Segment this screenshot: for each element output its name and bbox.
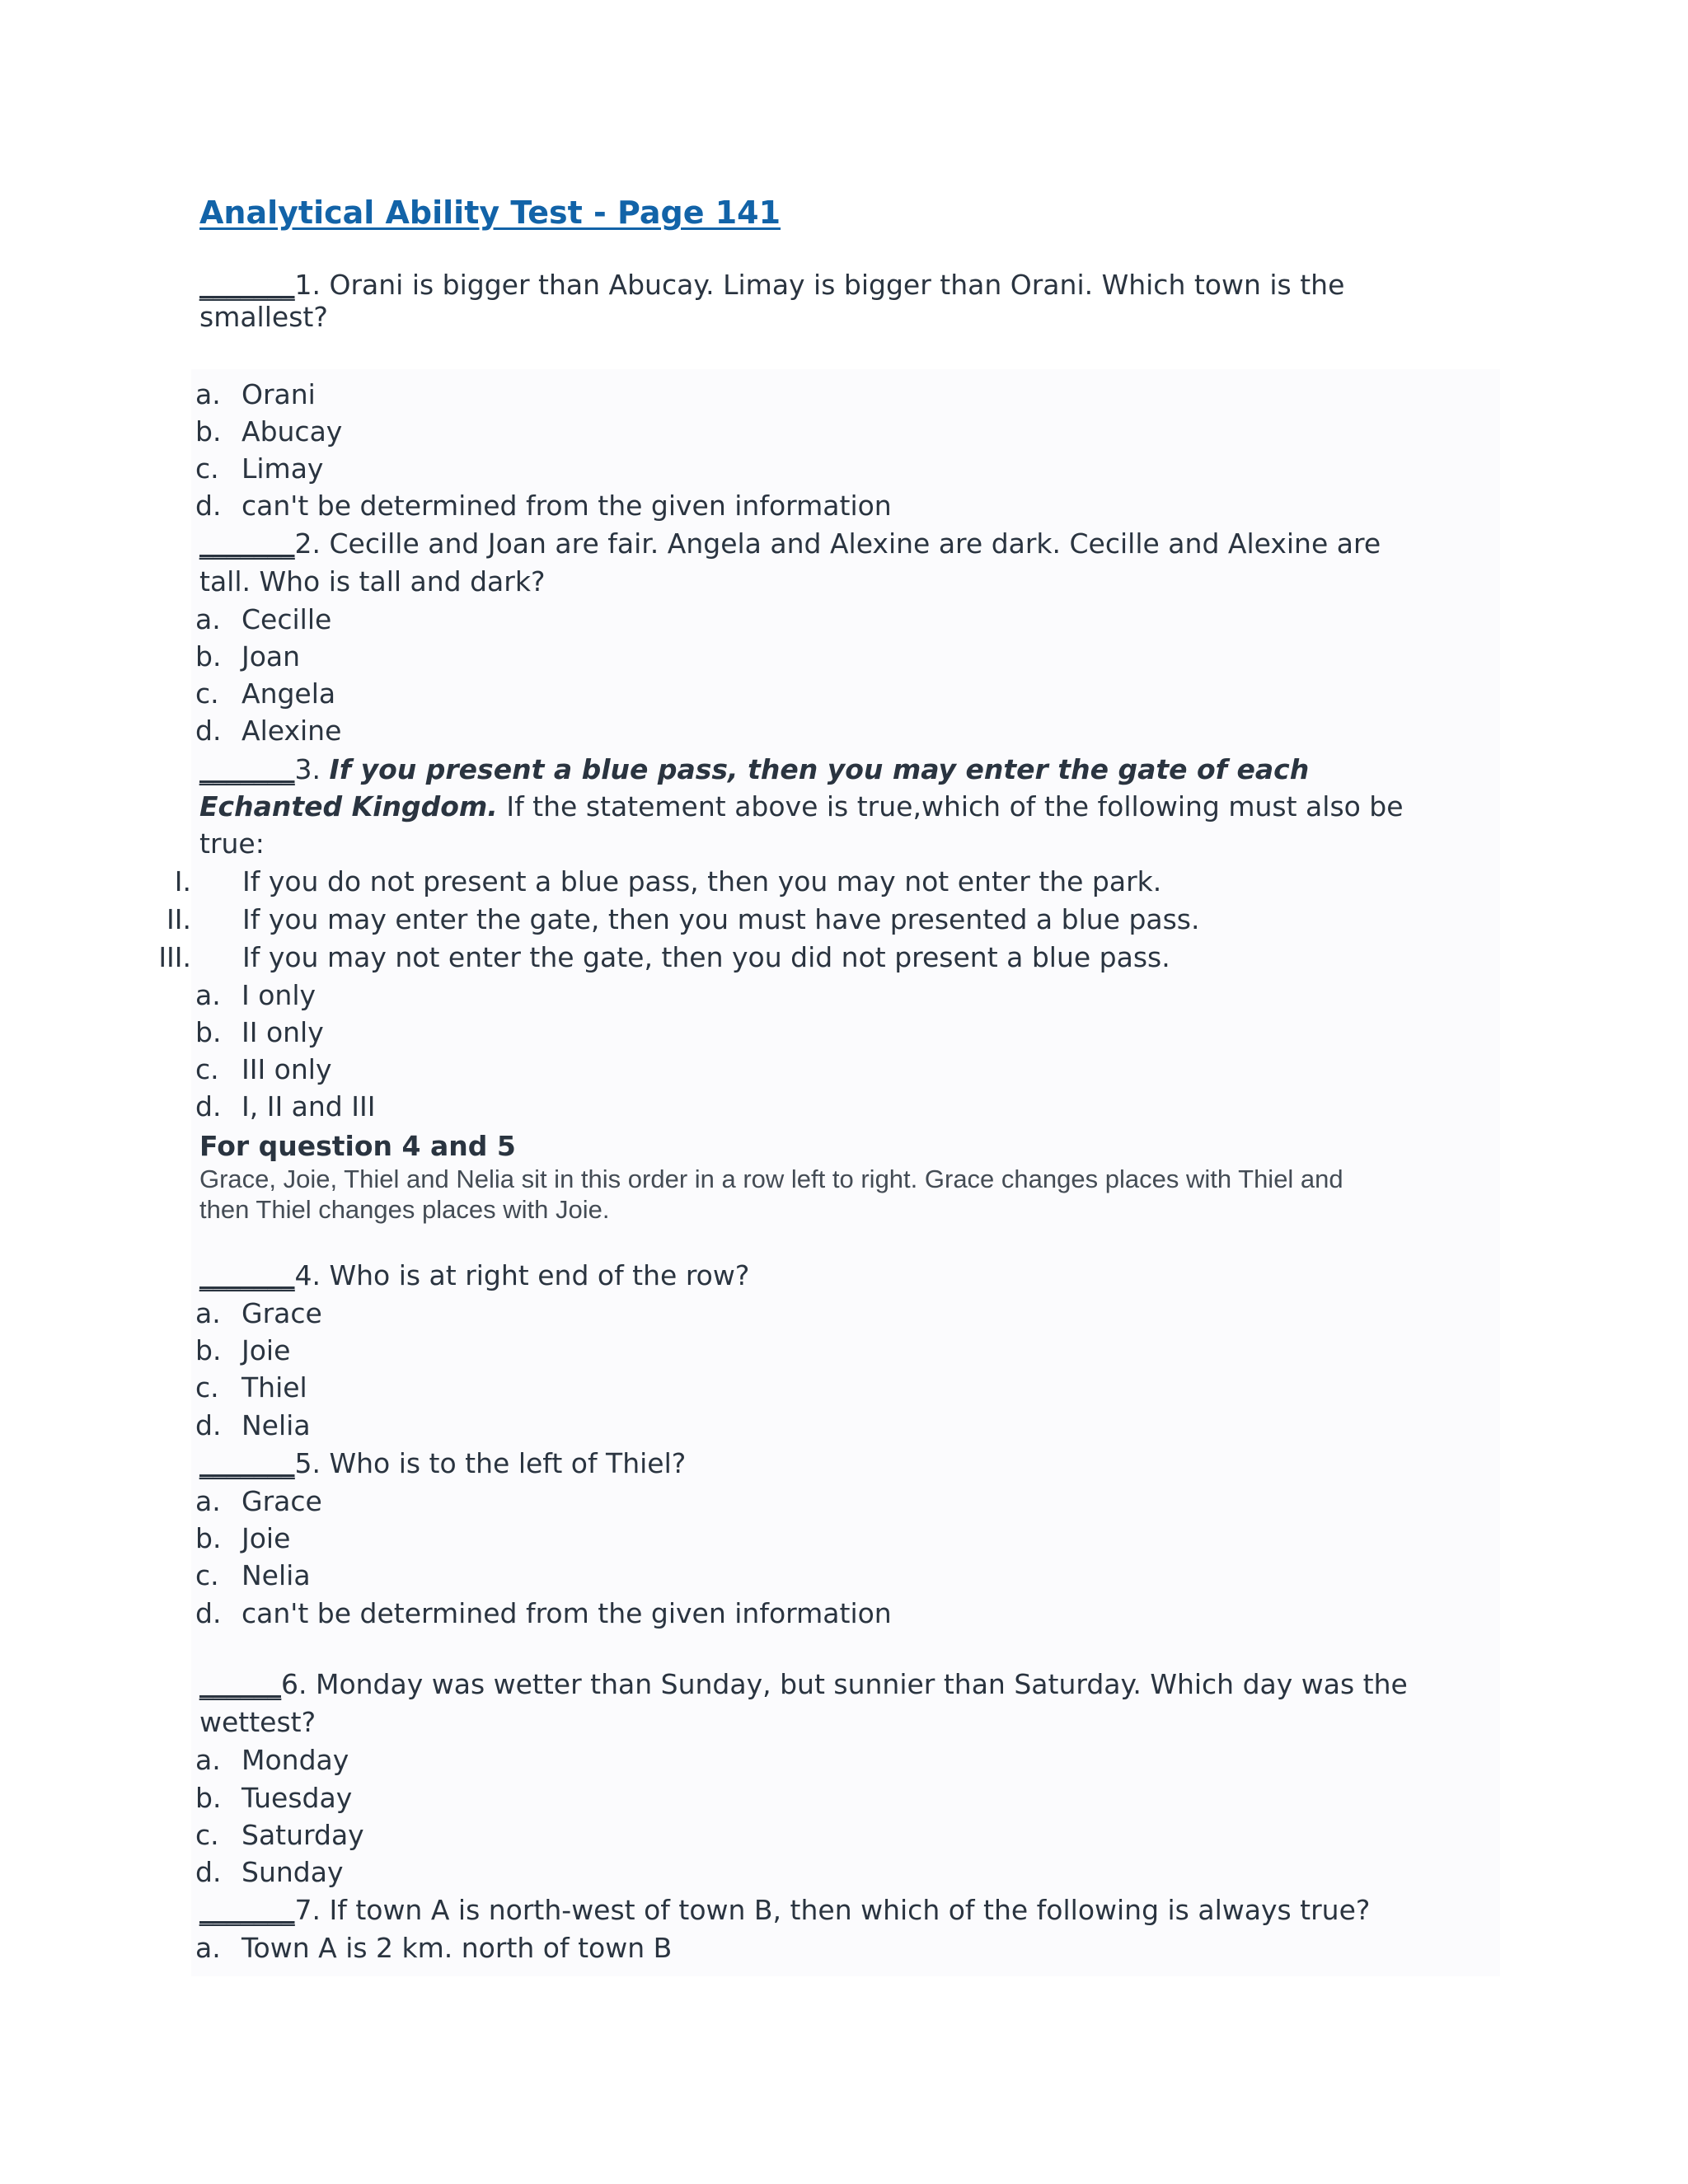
question-7 — [199, 1894, 1370, 1927]
option-text: I only — [241, 979, 316, 1011]
option-letter: a. — [195, 603, 221, 635]
question-3-continued — [199, 790, 1404, 823]
option-letter: d. — [195, 1856, 222, 1888]
section-text: Grace, Joie, Thiel and Nelia sit in this order in a row left to right. Grace changes places with Thiel and — [199, 1165, 1343, 1193]
option-letter: d. — [195, 490, 222, 522]
question-number: 3. — [294, 753, 330, 785]
question-text: 5. Who is to the left of Thiel? — [294, 1447, 687, 1479]
option-text: Alexine — [241, 715, 342, 747]
option-letter: b. — [195, 1782, 222, 1814]
question-3 — [199, 753, 1309, 786]
option-letter: d. — [195, 1409, 222, 1441]
bold-statement: If you present a blue pass, then you may enter the gate of each — [329, 753, 1310, 785]
question-1-continued: smallest? — [199, 301, 328, 333]
option-letter: d. — [195, 1090, 222, 1122]
question-3-continued: true: — [199, 827, 265, 860]
question-5 — [199, 1447, 686, 1480]
option-text: Joan — [241, 640, 301, 673]
option-letter: a. — [195, 1744, 221, 1776]
question-2-continued: tall. Who is tall and dark? — [199, 565, 546, 598]
question-6-continued: wettest? — [199, 1706, 316, 1738]
question-text: 4. Who is at right end of the row? — [294, 1259, 750, 1291]
option-text: Nelia — [241, 1559, 311, 1591]
answer-blank: _______ — [199, 269, 295, 301]
option-text: II only — [241, 1016, 324, 1048]
option-letter: c. — [195, 1819, 219, 1851]
option-text: Joie — [241, 1522, 291, 1554]
statement-number: II. — [166, 903, 191, 935]
option-letter: c. — [195, 452, 219, 485]
question-text: If the statement above is true,which of the following must also be — [497, 790, 1404, 823]
option-text: I, II and III — [241, 1090, 376, 1122]
question-2 — [199, 527, 1381, 560]
option-letter: a. — [195, 1297, 221, 1329]
option-text: Angela — [241, 677, 336, 710]
question-text: 2. Cecille and Joan are fair. Angela and Alexine are dark. Cecille and Alexine are — [294, 527, 1381, 560]
option-letter: c. — [195, 677, 219, 710]
section-heading: For question 4 and 5 — [199, 1130, 516, 1162]
option-letter: a. — [195, 979, 221, 1011]
option-letter: b. — [195, 415, 222, 448]
question-text: 1. Orani is bigger than Abucay. Limay is bigger than Orani. Which town is the — [294, 269, 1345, 301]
option-text: Abucay — [241, 415, 343, 448]
option-text: can't be determined from the given information — [241, 1597, 892, 1629]
bold-statement: Echanted Kingdom. — [199, 790, 498, 823]
statement-number: III. — [158, 941, 191, 973]
option-text: Grace — [241, 1485, 322, 1517]
section-text: then Thiel changes places with Joie. — [199, 1195, 610, 1224]
question-text: 7. If town A is north-west of town B, then which of the following is always true? — [294, 1894, 1371, 1926]
option-letter: b. — [195, 1016, 222, 1048]
option-text: can't be determined from the given information — [241, 490, 892, 522]
answer-blank: ______ — [199, 1668, 281, 1700]
answer-blank: _______ — [199, 753, 295, 785]
option-letter: a. — [195, 1932, 221, 1964]
option-letter: b. — [195, 1334, 222, 1366]
option-letter: d. — [195, 1597, 222, 1629]
option-text: Joie — [241, 1334, 291, 1366]
statement-text: If you may not enter the gate, then you did not present a blue pass. — [242, 941, 1170, 973]
option-letter: b. — [195, 640, 222, 673]
option-text: Orani — [241, 378, 316, 410]
answer-blank: _______ — [199, 1447, 295, 1479]
question-6 — [199, 1668, 1408, 1701]
question-text: 6. Monday was wetter than Sunday, but sunnier than Saturday. Which day was the — [281, 1668, 1408, 1700]
option-text: Town A is 2 km. north of town B — [241, 1932, 673, 1964]
option-letter: a. — [195, 1485, 221, 1517]
option-text: Sunday — [241, 1856, 344, 1888]
option-text: Grace — [241, 1297, 322, 1329]
option-text: Monday — [241, 1744, 349, 1776]
answer-blank: _______ — [199, 1259, 295, 1291]
option-text: Thiel — [241, 1371, 307, 1404]
option-letter: c. — [195, 1371, 219, 1404]
answer-blank: _______ — [199, 527, 295, 560]
option-letter: c. — [195, 1053, 219, 1085]
statement-text: If you may enter the gate, then you must have presented a blue pass. — [242, 903, 1200, 935]
option-letter: a. — [195, 378, 221, 410]
answer-blank: _______ — [199, 1894, 295, 1926]
option-text: Limay — [241, 452, 324, 485]
option-letter: d. — [195, 715, 222, 747]
option-text: Tuesday — [241, 1782, 353, 1814]
statement-text: If you do not present a blue pass, then you may not enter the park. — [242, 865, 1162, 898]
question-1 — [199, 269, 1344, 302]
question-4 — [199, 1259, 749, 1292]
option-letter: b. — [195, 1522, 222, 1554]
option-text: Saturday — [241, 1819, 364, 1851]
option-text: Cecille — [241, 603, 332, 635]
option-letter: c. — [195, 1559, 219, 1591]
option-text: III only — [241, 1053, 332, 1085]
option-text: Nelia — [241, 1409, 311, 1441]
page-title[interactable]: Analytical Ability Test - Page 141 — [199, 194, 781, 231]
statement-number: I. — [174, 865, 191, 898]
